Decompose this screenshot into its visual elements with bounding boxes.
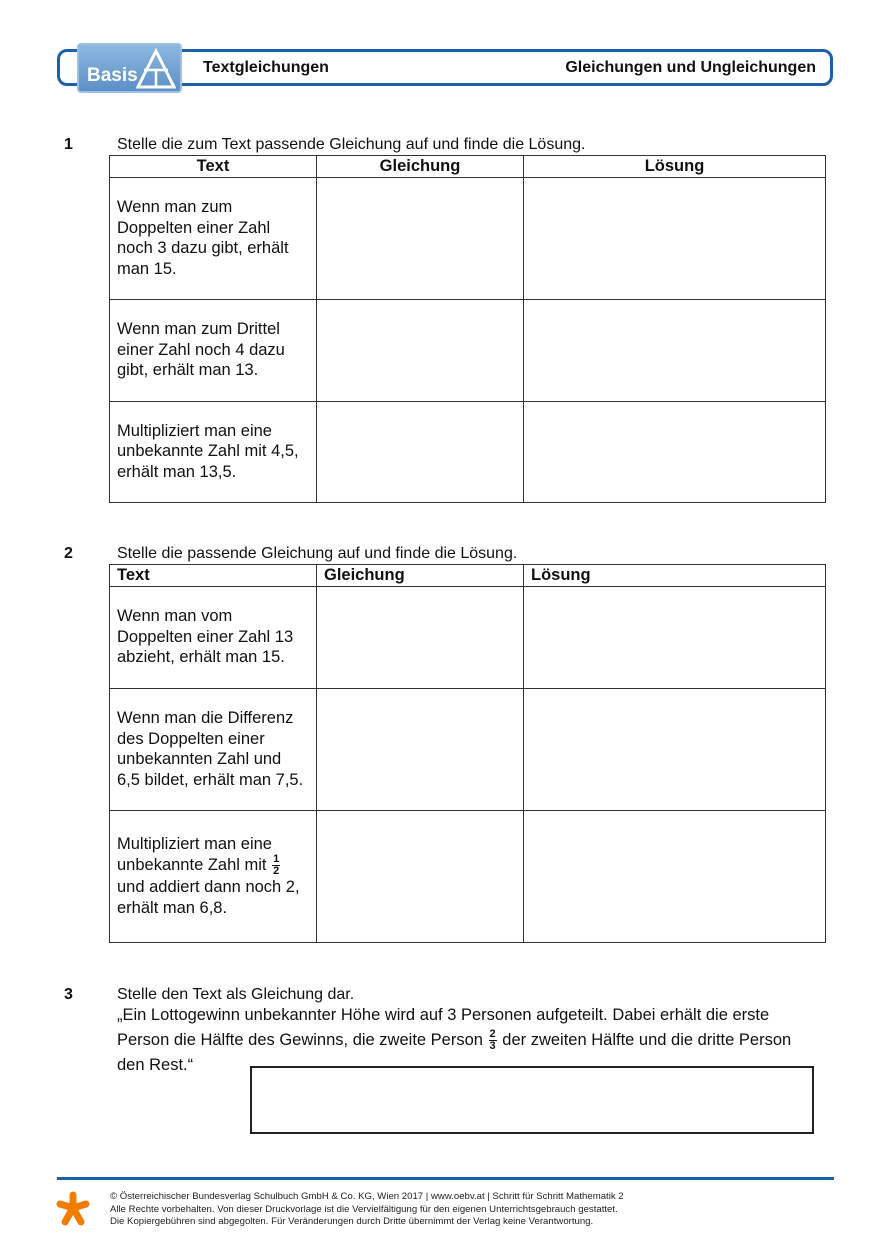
problem-text: Wenn man zum Doppelten einer Zahl noch 3 dazu gibt, erhält man 15. <box>110 177 317 299</box>
column-header-equation: Gleichung <box>317 156 524 178</box>
problem-text: Wenn man die Differenz des Doppelten einer unbekannten Zahl und 6,5 bildet, erhält man 7,5. <box>110 688 317 810</box>
solution-cell[interactable] <box>524 401 826 502</box>
equation-cell[interactable] <box>317 177 524 299</box>
solution-cell[interactable] <box>524 299 826 401</box>
task2-instruction: Stelle die passende Gleichung auf und finde die Lösung. <box>117 545 518 562</box>
table-row <box>110 177 826 299</box>
task3-instruction: Stelle den Text als Gleichung dar. <box>117 986 355 1003</box>
worksheet-topic: Gleichungen und Ungleichungen <box>565 59 816 76</box>
task1-instruction: Stelle die zum Text passende Gleichung auf und finde die Lösung. <box>117 136 586 153</box>
solution-cell[interactable] <box>524 177 826 299</box>
copyright-notice: © Österreichischer Bundesverlag Schulbuch GmbH & Co. KG, Wien 2017 | www.oebv.at | Schritt für Schritt Mathematik 2 Alle Rechte vorbehalten. Von dieser Druckvorlage ist die Vervielfältigung für den eigenen Unterrichtsgebrauch gestattet. Die Kopiergebühren sind abgegolten. Für Veränderungen durch Dritte übernimmt der Verlag keine Verantwortung. <box>110 1191 624 1227</box>
solution-cell[interactable] <box>524 810 826 942</box>
task2-table <box>109 564 826 943</box>
problem-text: Wenn man zum Drittel einer Zahl noch 4 dazu gibt, erhält man 13. <box>110 299 317 401</box>
footer-divider <box>57 1177 834 1180</box>
task1-number: 1 <box>64 136 73 153</box>
table-row <box>110 586 826 688</box>
column-header-text: Text <box>110 565 317 587</box>
task2-number: 2 <box>64 545 73 562</box>
problem-text: Multipliziert man eine unbekannte Zahl mit $\frac{1}{2}$ und addiert dann noch 2, erhält man 6,8. <box>110 810 317 942</box>
column-header-equation: Gleichung <box>317 565 524 587</box>
triangle-logo-icon <box>136 48 176 90</box>
task1-table <box>109 155 826 503</box>
task3-number: 3 <box>64 986 73 1003</box>
equation-cell[interactable] <box>317 401 524 502</box>
fraction-two-thirds: $\frac{2}{3}$ <box>489 1028 496 1053</box>
column-header-solution: Lösung <box>524 565 826 587</box>
solution-cell[interactable] <box>524 688 826 810</box>
table-header-row <box>110 565 826 587</box>
publisher-logo-icon <box>55 1190 91 1228</box>
problem-text: Multipliziert man eine unbekannte Zahl mit 4,5, erhält man 13,5. <box>110 401 317 502</box>
worksheet-title: Textgleichungen <box>203 59 329 76</box>
basis-logo-text: Basis <box>87 65 138 86</box>
table-row <box>110 810 826 942</box>
equation-cell[interactable] <box>317 688 524 810</box>
solution-cell[interactable] <box>524 586 826 688</box>
table-row <box>110 688 826 810</box>
fraction-one-half: $\frac{1}{2}$ <box>273 853 280 878</box>
equation-cell[interactable] <box>317 810 524 942</box>
table-row <box>110 299 826 401</box>
answer-box[interactable] <box>250 1066 814 1134</box>
table-header-row <box>110 156 826 178</box>
problem-text: Wenn man vom Doppelten einer Zahl 13 abzieht, erhält man 15. <box>110 586 317 688</box>
column-header-text: Text <box>110 156 317 178</box>
task3-problem-text: „Ein Lottogewinn unbekannter Höhe wird auf 3 Personen aufgeteilt. Dabei erhält die erste Person die Hälfte des Gewinns, die zweite Person $\frac{2}{3}$ der zweiten Hälfte und die dritte Person den Rest.“ <box>117 1006 792 1074</box>
equation-cell[interactable] <box>317 299 524 401</box>
column-header-solution: Lösung <box>524 156 826 178</box>
equation-cell[interactable] <box>317 586 524 688</box>
table-row <box>110 401 826 502</box>
basis-logo <box>77 43 182 93</box>
